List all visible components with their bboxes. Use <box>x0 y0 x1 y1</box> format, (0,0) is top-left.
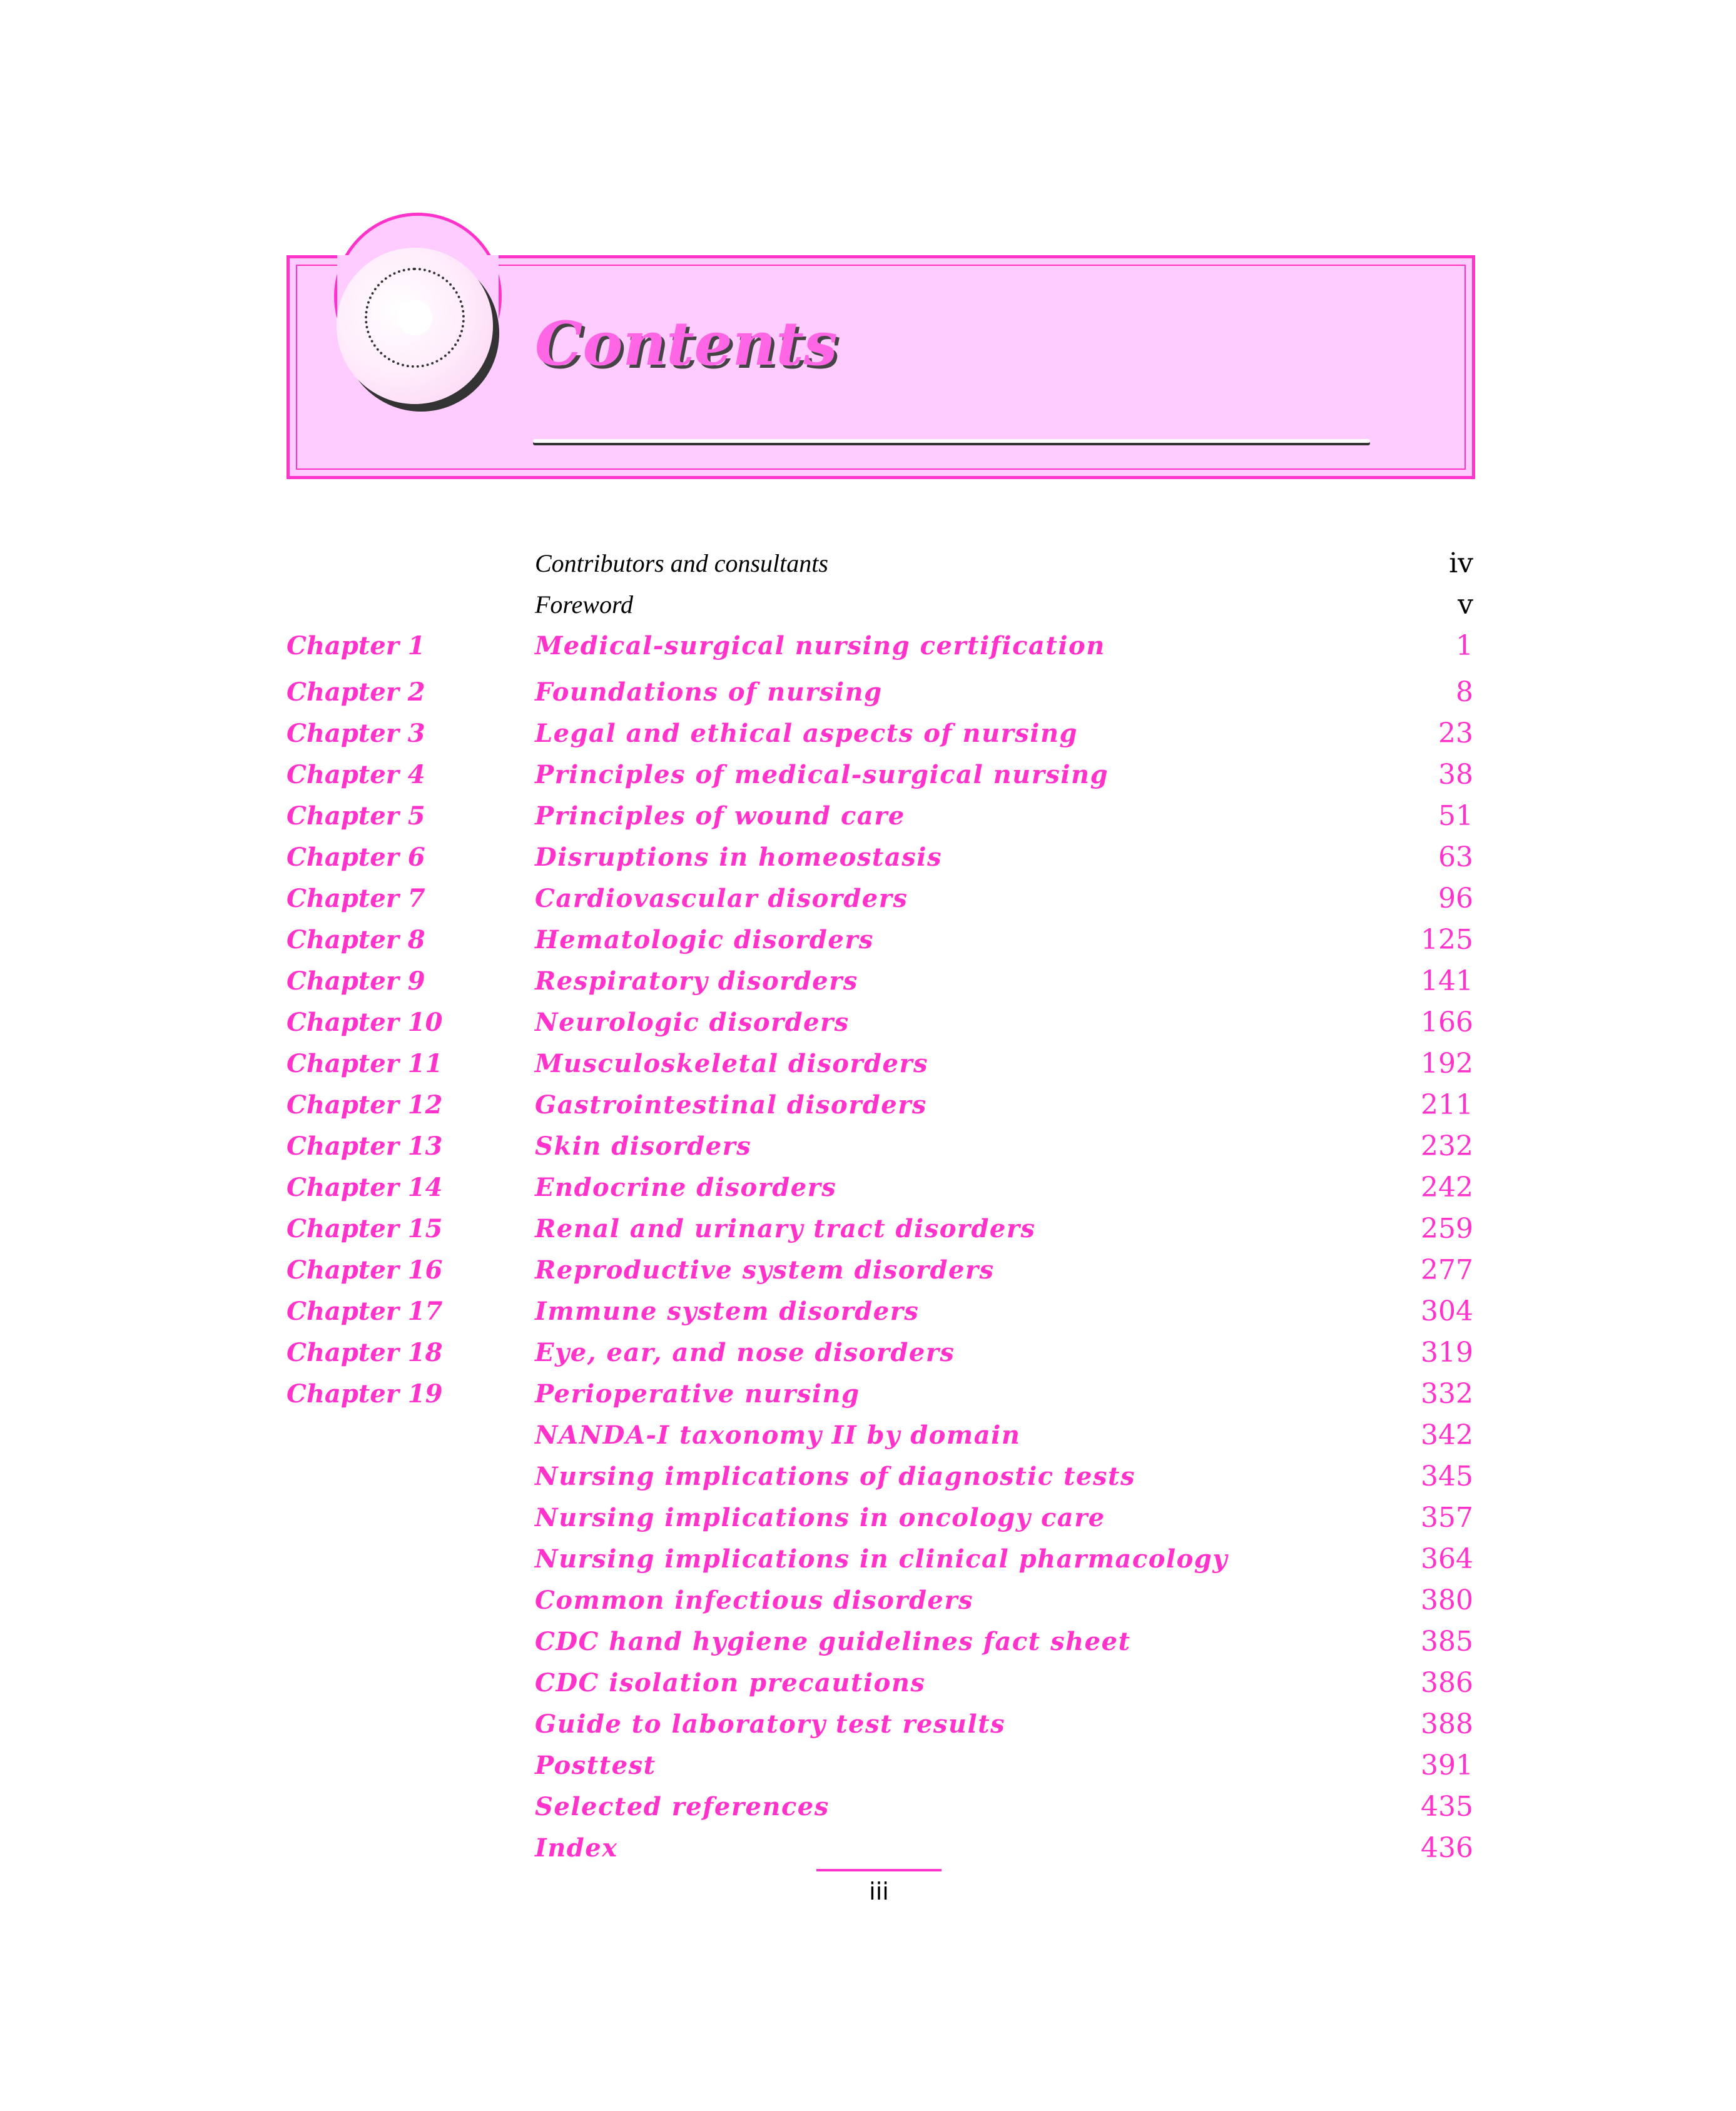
toc-entry-chapter-13[interactable] <box>0 1126 1736 1167</box>
toc-entry-page: 345 <box>1421 1460 1473 1492</box>
toc-entry-title: Neurologic disorders <box>535 1008 850 1037</box>
toc-entry-diagnostic-tests[interactable] <box>0 1456 1736 1497</box>
chapter-label: Chapter 10 <box>287 1008 443 1037</box>
toc-entry-page: 385 <box>1421 1626 1473 1658</box>
toc-entry-title: Immune system disorders <box>535 1297 920 1326</box>
toc-entry-page: 304 <box>1421 1295 1473 1327</box>
toc-entry-page: 125 <box>1421 924 1473 956</box>
toc-entry-page: 342 <box>1421 1419 1473 1451</box>
chapter-label: Chapter 9 <box>287 966 425 996</box>
chapter-label: Chapter 19 <box>287 1379 443 1409</box>
toc-entry-title: Legal and ethical aspects of nursing <box>535 719 1079 748</box>
toc-entry-page: 8 <box>1456 676 1473 708</box>
toc-entry-selected-references[interactable] <box>0 1786 1736 1828</box>
toc-entry-title: Disruptions in homeostasis <box>535 843 942 872</box>
toc-entry-chapter-18[interactable] <box>0 1332 1736 1374</box>
toc-entry-chapter-19[interactable] <box>0 1374 1736 1415</box>
toc-entry-title: Nursing implications in oncology care <box>535 1503 1105 1532</box>
toc-entry-title: Cardiovascular disorders <box>535 884 908 913</box>
toc-entry-page: 51 <box>1438 800 1473 832</box>
page-title: Contents <box>535 308 838 379</box>
toc-entry-title: Renal and urinary tract disorders <box>535 1214 1036 1243</box>
toc-entry-title: Principles of wound care <box>535 801 905 831</box>
toc-entry-posttest[interactable] <box>0 1745 1736 1786</box>
chapter-label: Chapter 4 <box>287 760 425 789</box>
toc-entry-title: CDC isolation precautions <box>535 1668 926 1698</box>
chapter-label: Chapter 13 <box>287 1131 443 1161</box>
toc-entry-page: 391 <box>1421 1749 1473 1781</box>
toc-entry-chapter-17[interactable] <box>0 1291 1736 1332</box>
toc-entry-title: Contributors and consultants <box>535 549 828 577</box>
toc-entry-lab-test-results[interactable] <box>0 1704 1736 1745</box>
toc-entry-page: iv <box>1449 547 1473 579</box>
toc-entry-chapter-9[interactable] <box>0 961 1736 1002</box>
chapter-label: Chapter 15 <box>287 1214 443 1243</box>
chapter-label: Chapter 11 <box>287 1049 443 1078</box>
toc-entry-title: Respiratory disorders <box>535 966 858 996</box>
toc-entry-title: Foreword <box>535 590 634 619</box>
disc-center-icon <box>397 300 432 335</box>
toc-entry-title: Principles of medical-surgical nursing <box>535 760 1109 789</box>
toc-entry-clinical-pharmacology[interactable] <box>0 1539 1736 1580</box>
toc-entry-contributors[interactable] <box>0 543 1736 584</box>
toc-entry-title: Selected references <box>535 1792 830 1821</box>
toc-entry-chapter-5[interactable] <box>0 796 1736 837</box>
toc-entry-nanda[interactable] <box>0 1415 1736 1456</box>
toc-entry-page: 364 <box>1421 1543 1473 1575</box>
toc-entry-page: 435 <box>1421 1791 1473 1823</box>
toc-entry-page: 141 <box>1421 965 1473 997</box>
toc-entry-title: Skin disorders <box>535 1131 752 1161</box>
page-number: iii <box>869 1878 889 1905</box>
toc-entry-chapter-2[interactable] <box>0 672 1736 713</box>
chapter-label: Chapter 16 <box>287 1255 443 1285</box>
toc-entry-index[interactable] <box>0 1828 1736 1869</box>
toc-entry-title: Medical-surgical nursing certification <box>535 631 1105 661</box>
chapter-label: Chapter 6 <box>287 843 425 872</box>
toc-entry-chapter-4[interactable] <box>0 754 1736 796</box>
toc-entry-infectious-disorders[interactable] <box>0 1580 1736 1621</box>
toc-entry-title: Index <box>535 1833 618 1863</box>
toc-entry-title: Nursing implications of diagnostic tests <box>535 1462 1135 1491</box>
chapter-label: Chapter 18 <box>287 1338 443 1367</box>
toc-entry-page: 277 <box>1421 1254 1473 1286</box>
toc-entry-page: 192 <box>1421 1048 1473 1080</box>
chapter-label: Chapter 12 <box>287 1090 443 1120</box>
toc-entry-title: Hematologic disorders <box>535 925 874 954</box>
toc-entry-title: Endocrine disorders <box>535 1173 837 1202</box>
toc-entry-chapter-8[interactable] <box>0 919 1736 961</box>
footer-rule <box>816 1869 942 1871</box>
toc-entry-page: 259 <box>1421 1213 1473 1245</box>
toc-entry-chapter-12[interactable] <box>0 1085 1736 1126</box>
toc-entry-title: Common infectious disorders <box>535 1586 973 1615</box>
toc-entry-isolation-precautions[interactable] <box>0 1663 1736 1704</box>
toc-entry-chapter-14[interactable] <box>0 1167 1736 1208</box>
chapter-label: Chapter 7 <box>287 884 425 913</box>
toc-entry-title: Eye, ear, and nose disorders <box>535 1338 955 1367</box>
toc-entry-title: Guide to laboratory test results <box>535 1709 1006 1739</box>
chapter-label: Chapter 17 <box>287 1297 443 1326</box>
toc-entry-page: 1 <box>1456 630 1473 662</box>
chapter-label: Chapter 1 <box>287 631 425 661</box>
toc-entry-page: 232 <box>1421 1130 1473 1162</box>
toc-entry-page: 166 <box>1421 1006 1473 1038</box>
toc-entry-title: Musculoskeletal disorders <box>535 1049 928 1078</box>
chapter-label: Chapter 14 <box>287 1173 443 1202</box>
toc-entry-title: Nursing implications in clinical pharmacology <box>535 1544 1228 1574</box>
chapter-label: Chapter 8 <box>287 925 425 954</box>
toc-entry-page: 38 <box>1438 759 1473 791</box>
toc-entry-chapter-6[interactable] <box>0 837 1736 878</box>
toc-entry-title: Gastrointestinal disorders <box>535 1090 927 1120</box>
title-underline <box>533 439 1370 443</box>
toc-entry-title: Foundations of nursing <box>535 677 883 707</box>
toc-entry-title: Posttest <box>535 1751 656 1780</box>
toc-entry-title: CDC hand hygiene guidelines fact sheet <box>535 1627 1131 1656</box>
toc-entry-title: Reproductive system disorders <box>535 1255 995 1285</box>
toc-entry-chapter-16[interactable] <box>0 1250 1736 1291</box>
toc-entry-page: 319 <box>1421 1337 1473 1369</box>
toc-entry-chapter-15[interactable] <box>0 1208 1736 1250</box>
toc-entry-page: 388 <box>1421 1708 1473 1740</box>
toc-entry-page: 211 <box>1421 1089 1473 1121</box>
toc-entry-hand-hygiene[interactable] <box>0 1621 1736 1663</box>
toc-entry-page: 242 <box>1421 1172 1473 1203</box>
toc-entry-title: NANDA-I taxonomy II by domain <box>535 1420 1021 1450</box>
toc-entry-page: 380 <box>1421 1584 1473 1616</box>
toc-entry-chapter-7[interactable] <box>0 878 1736 919</box>
toc-entry-page: 23 <box>1438 717 1473 749</box>
toc-entry-foreword[interactable] <box>0 584 1736 625</box>
toc-entry-chapter-11[interactable] <box>0 1043 1736 1085</box>
toc-entry-title: Perioperative nursing <box>535 1379 860 1409</box>
toc-entry-page: v <box>1458 589 1473 620</box>
toc-entry-page: 332 <box>1421 1378 1473 1410</box>
toc-entry-oncology-care[interactable] <box>0 1497 1736 1539</box>
chapter-label: Chapter 3 <box>287 719 425 748</box>
toc-entry-page: 436 <box>1421 1832 1473 1864</box>
chapter-label: Chapter 5 <box>287 801 425 831</box>
toc-entry-page: 357 <box>1421 1502 1473 1534</box>
toc-entry-page: 386 <box>1421 1667 1473 1699</box>
chapter-label: Chapter 2 <box>287 677 425 707</box>
toc-entry-chapter-1[interactable] <box>0 625 1736 667</box>
toc-entry-chapter-10[interactable] <box>0 1002 1736 1043</box>
toc-entry-page: 96 <box>1438 883 1473 914</box>
toc-entry-chapter-3[interactable] <box>0 713 1736 754</box>
toc-entry-page: 63 <box>1438 841 1473 873</box>
